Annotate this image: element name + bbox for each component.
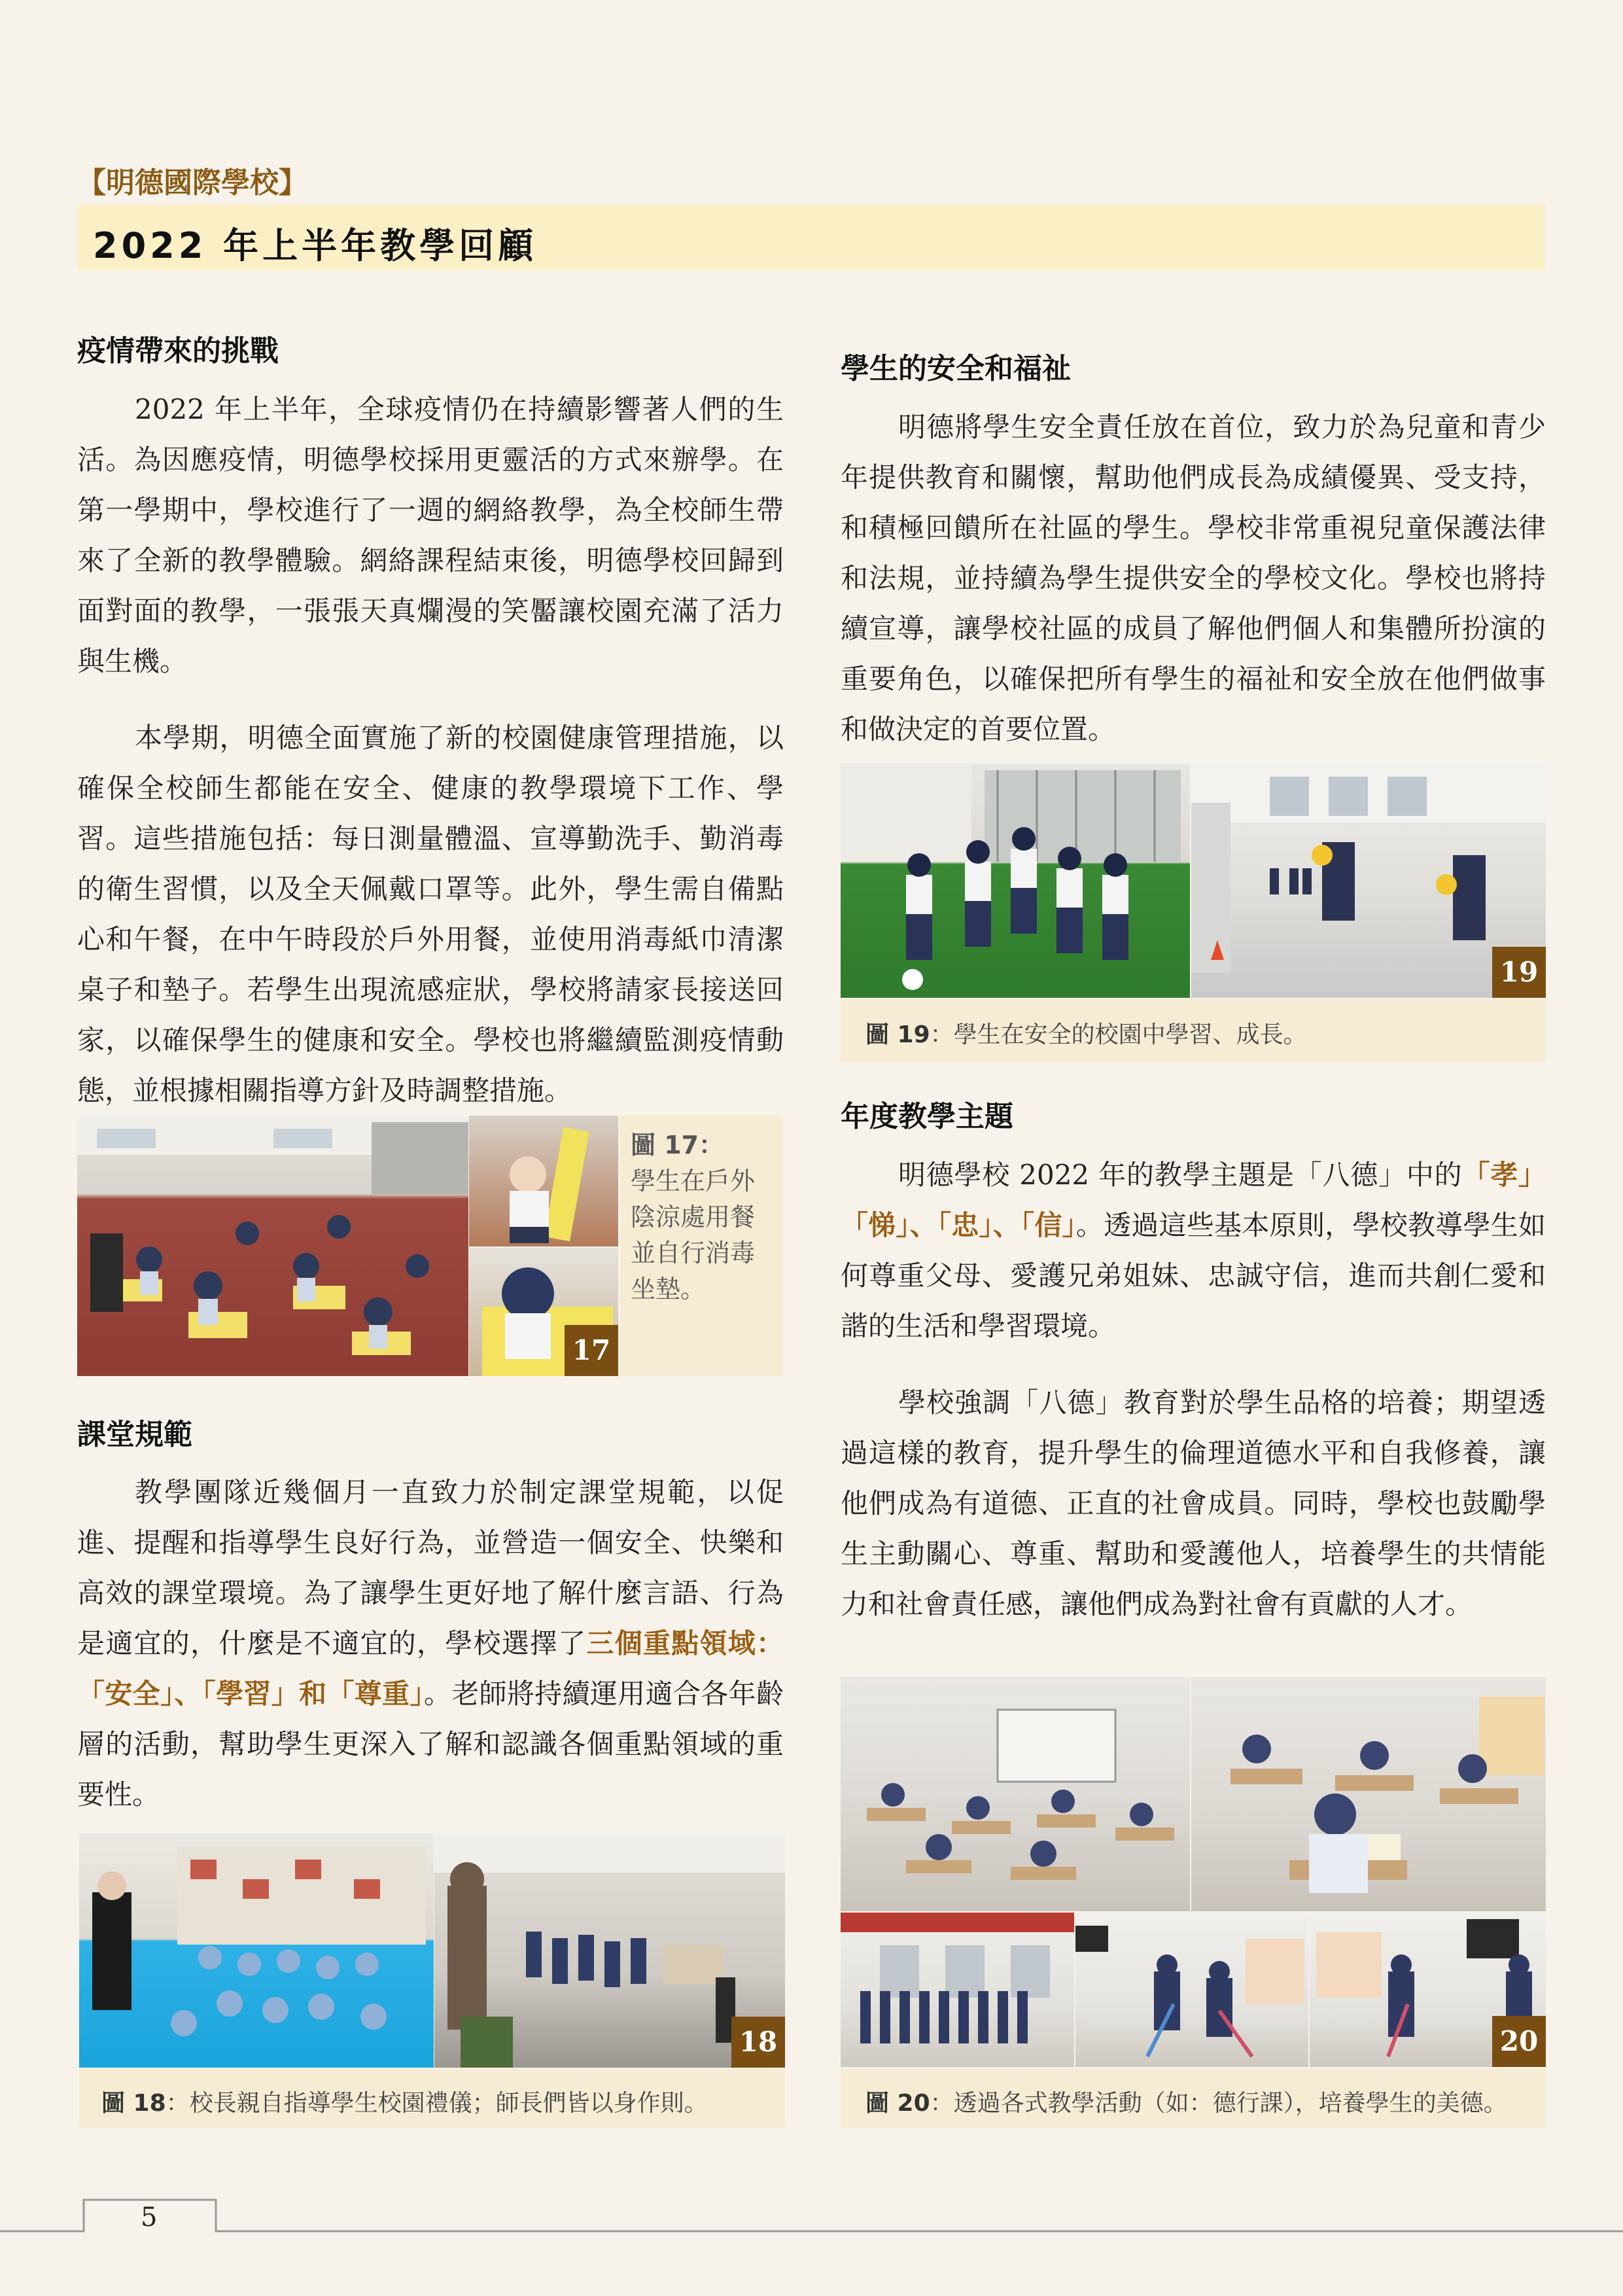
figure-20-badge: 20 [1492,2016,1546,2067]
section-pandemic-body [77,384,784,1116]
section-classroom-rules-body [77,1467,784,1820]
photo-outdoor-lunch [77,1116,468,1376]
figure-20-caption [865,2085,1507,2118]
section-title-annual-theme: 年度教學主題 [841,1100,1013,1133]
figure-18-badge: 18 [731,2017,785,2068]
figure-18-caption-box [79,2069,785,2128]
photo-bowing-etiquette [434,1833,785,2068]
photo-soccer-field-art [841,764,1190,998]
figure-20-label: 圖 20 [865,2090,930,2117]
photo-classroom-2-art [1191,1677,1546,1911]
figure-19-label: 圖 19 [865,1021,930,1048]
text: 。老師將持續運用適合各年齡層的活動，幫助學生更深入了解和認識各個重點領域的重要性。 [77,1678,784,1810]
figure-19-badge: 19 [1492,947,1546,998]
figure-17-caption [631,1127,775,1307]
page-title: 2022 年上半年教學回顧 [93,225,538,266]
photo-classroom-1 [841,1677,1190,1911]
photo-outdoor-lunch-art [77,1116,468,1376]
paragraph: 明德將學生安全責任放在首位，致力於為兒童和青少年提供教育和關懷，幫助他們成長為成績優異、受支持，和積極回饋所在社區的學生。學校非常重視兒童保護法律和法規，並持續為學生提供安全的學校文化。學校也將持續宣導，讓學校社區的成員了解他們個人和集體所扮演的重要角色，以確保把所有學生的福祉和安全放在他們做事和做決定的首要位置。 [841,411,1546,745]
figure-18-text: ：校長親自指導學生校園禮儀；師長們皆以身作則。 [166,2090,708,2117]
highlight-focus-areas: 三個重點領域：「安全」、「學習」和「尊重」 [77,1627,784,1710]
photo-soccer-field [841,764,1190,998]
paragraph: 本學期，明德全面實施了新的校園健康管理措施，以確保全校師生都能在安全、健康的教學環境下工作、學習。這些措施包括：每日測量體溫、宣導勤洗手、勤消毒的衛生習慣，以及全天佩戴口罩等。此外，學生需自備點心和午餐，在中午時段於戶外用餐，並使用消毒紙巾清潔桌子和墊子。若學生出現流感症狀，學校將請家長接送回家，以確保學生的健康和安全。學校也將繼續監測疫情動態，並根據相關指導方針及時調整措施。 [77,722,784,1106]
figure-19-caption [865,1016,1307,1050]
figure-20-text: ：透過各式教學活動（如：德行課），培養學生的美德。 [930,2090,1507,2117]
figure-18-label: 圖 18 [101,2090,166,2117]
section-annual-theme-body [841,1150,1546,1629]
title-bar [77,205,1545,270]
text: 教學團隊近幾個月一直致力於制定課堂規範，以促進、提醒和指導學生良好行為，並營造一個安全、快樂和高效的課堂環境。為了讓學生更好地了解什麼言語、行為是適宜的，什麼是不適宜的，學校選擇了 [77,1476,784,1659]
section-title-classroom-rules: 課堂規範 [77,1418,192,1451]
section-safety-body [841,402,1546,754]
photo-library-etiquette [79,1833,434,2068]
highlight-virtues: 「孝」「悌」、「忠」、「信」 [841,1159,1546,1241]
photo-sweeping-1-art [1075,1913,1308,2067]
photo-classroom-1-art [841,1677,1190,1911]
figure-19-text: ：學生在安全的校園中學習、成長。 [930,1021,1307,1048]
photo-indoor-ball-play [1191,764,1546,998]
photo-sweeping-1 [1075,1913,1308,2067]
school-name: 【明德國際學校】 [77,166,307,200]
photo-library-etiquette-art [79,1833,434,2068]
paragraph: 2022 年上半年，全球疫情仍在持續影響著人們的生活。為因應疫情，明德學校採用更靈活的方式來辦學。在第一學期中，學校進行了一週的網絡教學，為全校師生帶來了全新的教學體驗。網絡課程結束後，明德學校回歸到面對面的教學，一張張天真爛漫的笑靨讓校園充滿了活力與生機。 [77,393,784,677]
figure-18-caption [101,2085,708,2118]
footer-rule [0,2185,1623,2238]
figure-20-caption-box [841,2069,1546,2128]
figure-17-caption-box [620,1116,782,1376]
photo-classroom-2 [1191,1677,1546,1911]
photo-disinfect-mat-1-art [469,1116,618,1246]
photo-lining-up-art [841,1913,1074,2067]
paragraph [77,1467,784,1820]
photo-lining-up [841,1913,1074,2067]
text: 。透過這些基本原則，學校教導學生如何尊重父母、愛護兄弟姐妹、忠誠守信，進而共創仁愛和諧的生活和學習環境。 [841,1209,1546,1342]
text: 明德學校 2022 年的教學主題是「八德」中的 [898,1159,1463,1191]
section-title-safety: 學生的安全和福祉 [841,352,1071,385]
paragraph [841,1150,1546,1351]
photo-disinfect-mat-1 [469,1116,618,1246]
figure-17-badge: 17 [565,1325,618,1376]
figure-17-label: 圖 17： [631,1131,724,1159]
figure-17-text: 學生在戶外陰涼處用餐並自行消毒坐墊。 [631,1167,756,1303]
photo-sweeping-2 [1310,1913,1546,2067]
paragraph: 學校強調「八德」教育對於學生品格的培養；期望透過這樣的教育，提升學生的倫理道德水平和自我修養，讓他們成為有道德、正直的社會成員。同時，學校也鼓勵學生主動關心、尊重、幫助和愛護他人，培養學生的共情能力和社會責任感，讓他們成為對社會有貢獻的人才。 [841,1386,1546,1620]
page-number: 5 [141,2202,158,2233]
section-title-pandemic: 疫情帶來的挑戰 [77,334,279,368]
figure-19-caption-box [841,999,1546,1062]
photo-disinfect-mat-2 [469,1248,618,1376]
